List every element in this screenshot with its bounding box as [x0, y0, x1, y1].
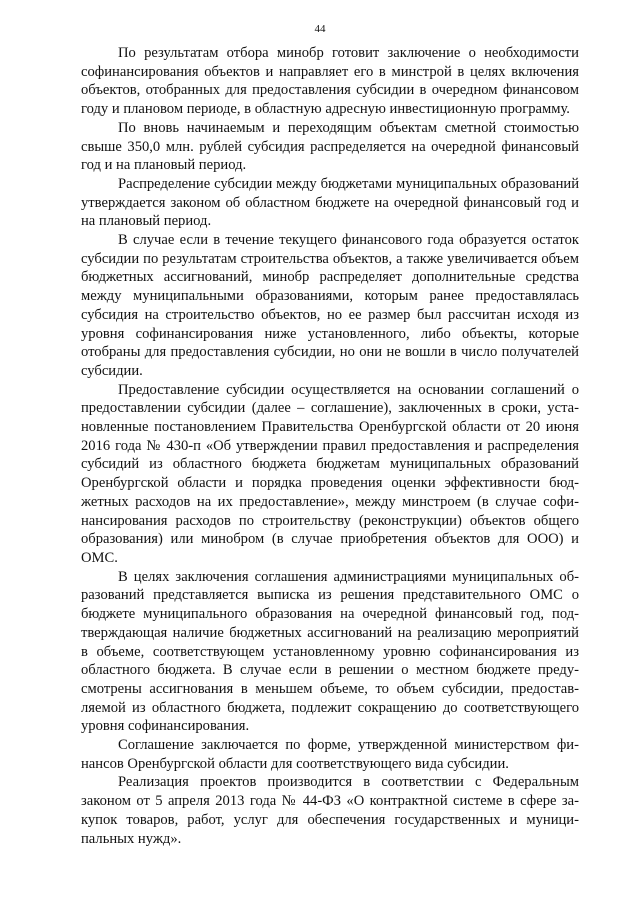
- paragraph-selection-conclusion: По результатам отбора минобр готовит заключение о необходимости софинансирования объектов и направляет его в минстрой в целях включения объектов, отобранных для предоставления субсидии в очередном финансовом году и плановом периоде, в областную адресную инвестиционную программу.: [81, 45, 579, 118]
- paragraph-subsidy-threshold: По вновь начинаемым и переходящим объектам сметной стоимостью свыше 350,0 млн. рублей субсидия распределяется на очередной финансовый год и на плановый период.: [81, 119, 579, 174]
- paragraph-budget-extract: В целях заключения соглашения администрациями муниципальных образований представляется выписка из решения представительного ОМС о бюджете муниципального образования на очередной финансовый год, подтверждающая наличие бюджетных ассигнований на реализацию мероприятий в объеме, соответствующем установленному уровню софинансирования из областного бюджета. В случае если в решении о местном бюджете предусмотрены ассигнования в меньшем объеме, то объем субсидии, предоставляемой из областного бюджета, подлежит сокращению до соответствующего уровня софинансирования.: [81, 568, 579, 735]
- paragraph-agreements: Предоставление субсидии осуществляется на основании соглашений о предоставлении субсидии (далее – соглашение), заключенных в сроки, установленные постановлением Правительства Оренбургской области от 20 июня 2016 года № 430-п «Об утверждении правил предоставления и распределения субсидий из областного бюджета бюджетам муниципальных образований Оренбургской области и порядка проведения оценки эффективности бюджетных расходов на их предоставление», между минстроем (в случае софинансирования расходов по строительству (реконструкции) объектов общего образования) или минобром (в случае приобретения объектов для ООО) и ОМС.: [81, 381, 579, 566]
- document-body: [81, 44, 579, 848]
- page-number: 44: [314, 23, 326, 35]
- paragraph-subsidy-distribution: Распределение субсидии между бюджетами муниципальных образований утверждается законом об областном бюджете на очередной финансовый год и на плановый период.: [81, 175, 579, 230]
- paragraph-federal-law: Реализация проектов производится в соответствии с Федеральным законом от 5 апреля 2013 года № 44-ФЗ «О контрактной системе в сфере закупок товаров, работ, услуг для обеспечения государственных и муниципальных нужд».: [81, 774, 579, 847]
- paragraph-subsidy-remainder: В случае если в течение текущего финансового года образуется остаток субсидии по результатам строительства объектов, а также увеличивается объем бюджетных ассигнований, минобр распределяет дополнительные средства между муниципальными образованиями, которым ранее предоставлялась субсидия на строительство объектов, но ее размер был рассчитан исходя из уровня софинансирования ниже установленного, либо объекты, которые отобраны для предоставления субсидии, но они не вошли в число получателей субсидии.: [81, 232, 579, 379]
- paragraph-agreement-form: Соглашение заключается по форме, утвержденной министерством финансов Оренбургской области для соответствующего вида субсидии.: [81, 737, 579, 772]
